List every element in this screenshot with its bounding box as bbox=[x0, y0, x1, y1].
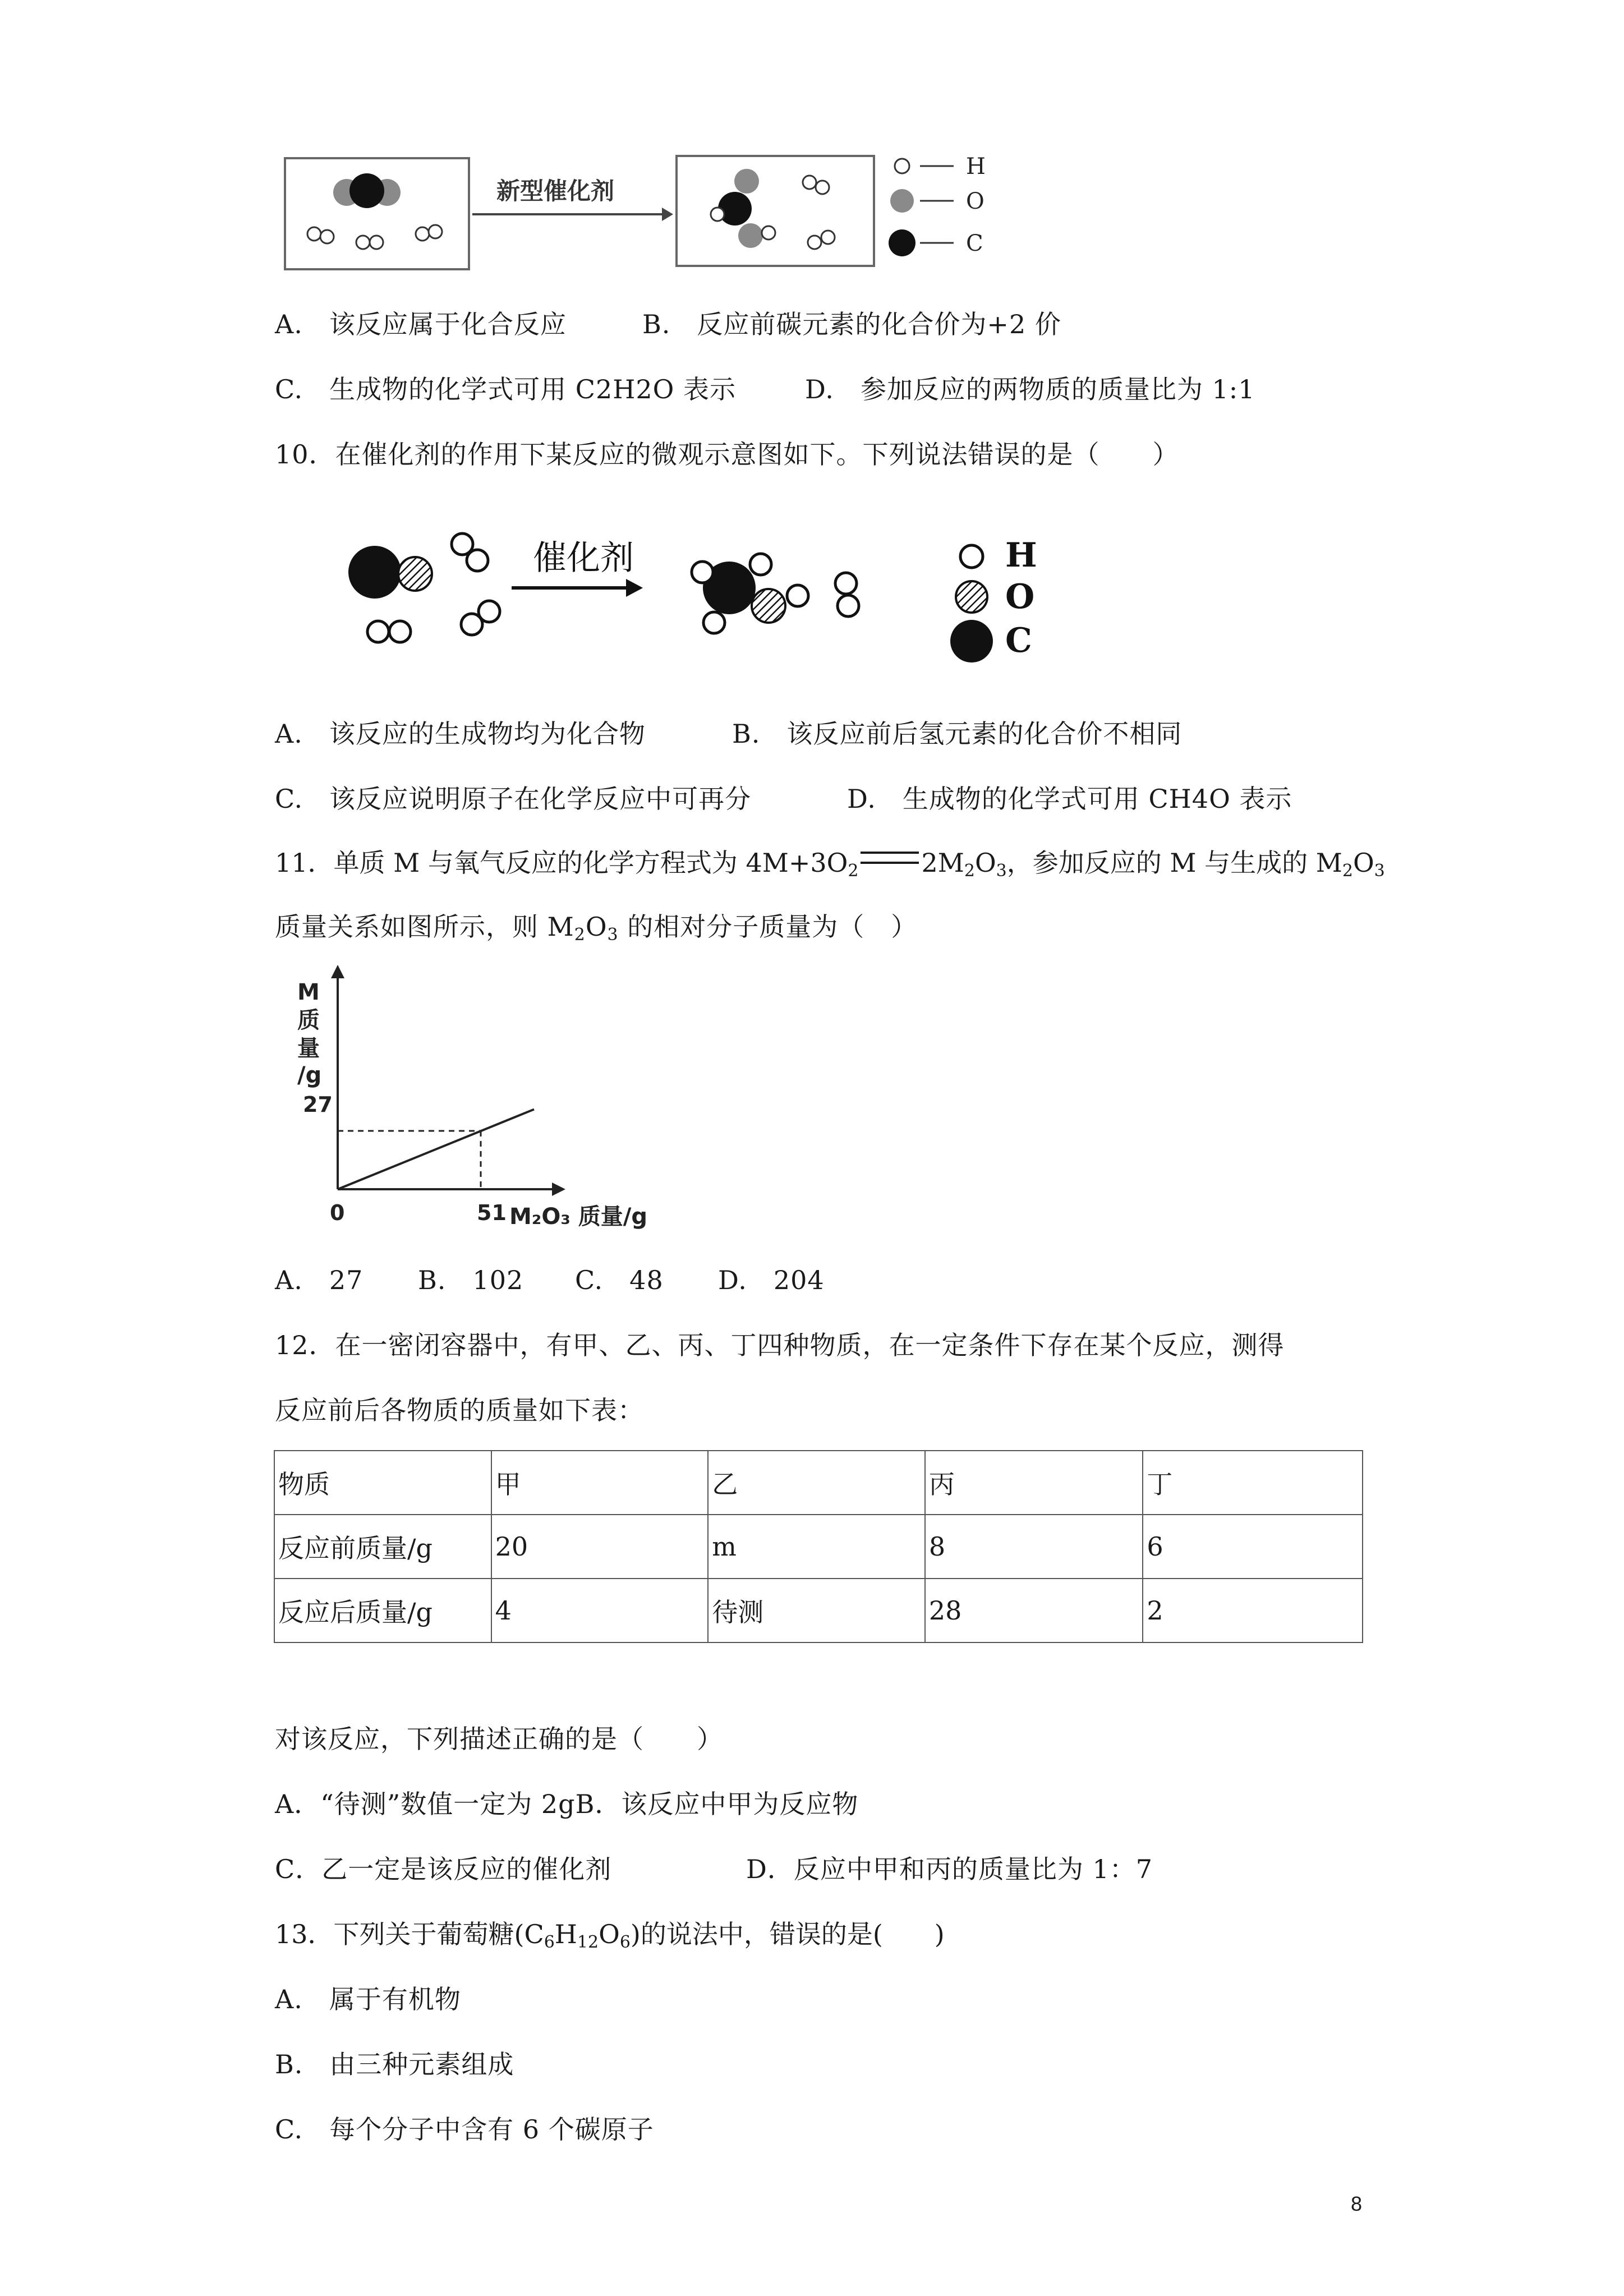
q13-option-a: A. 属于有机物 bbox=[275, 1984, 461, 2014]
data-line bbox=[338, 1110, 534, 1189]
q11-option-b: B. 102 bbox=[418, 1265, 524, 1295]
table-cell: 乙 bbox=[708, 1451, 925, 1515]
table-cell: 丙 bbox=[925, 1451, 1143, 1515]
table-cell: m bbox=[708, 1515, 925, 1579]
y-axis-label-1: M bbox=[297, 979, 320, 1005]
table-cell: 甲 bbox=[491, 1451, 709, 1515]
q11-option-a: A. 27 bbox=[275, 1265, 364, 1295]
origin-label: 0 bbox=[330, 1200, 345, 1225]
fig1-legend-o: O bbox=[966, 188, 984, 214]
table-cell: 反应前质量/g bbox=[274, 1515, 491, 1579]
table-row bbox=[274, 1451, 1363, 1515]
table-cell: 28 bbox=[925, 1579, 1143, 1642]
fig1-legend-c: C bbox=[966, 231, 983, 256]
q10-option-c: C. 该反应说明原子在化学反应中可再分 bbox=[275, 784, 752, 814]
table-cell: 物质 bbox=[274, 1451, 491, 1515]
q11-stem-line-2: 质量关系如图所示，则 $M_2O_3$ 的相对分子质量为（ ） bbox=[275, 912, 918, 945]
table-cell: 待测 bbox=[708, 1579, 925, 1642]
fig2-arrow-label: 催化剂 bbox=[533, 539, 634, 578]
q12-option-ab: A．“待测”数值一定为 2gB．该反应中甲为反应物 bbox=[275, 1789, 859, 1819]
q9-reaction-diagram bbox=[280, 146, 1043, 280]
y-tick-label: 27 bbox=[303, 1092, 333, 1117]
fig2-legend-c: C bbox=[1005, 621, 1032, 660]
table-row bbox=[274, 1579, 1363, 1642]
q9-option-b: B. 反应前碳元素的化合价为+2 价 bbox=[642, 309, 1061, 339]
q11-reaction-sign bbox=[861, 852, 919, 864]
fig2-legend-h: H bbox=[1005, 536, 1037, 575]
q10-reaction-diagram bbox=[337, 494, 1111, 684]
q11-option-c: C. 48 bbox=[575, 1265, 664, 1295]
q13-stem: 13．下列关于葡萄糖$(C_6H_{12}O_6)$的说法中，错误的是( ) bbox=[275, 1919, 945, 1952]
q10-stem: 10．在催化剂的作用下某反应的微观示意图如下。下列说法错误的是（ ） bbox=[275, 439, 1179, 470]
q10-option-a: A. 该反应的生成物均为化合物 bbox=[275, 719, 646, 749]
q12-option-d: D．反应中甲和丙的质量比为 1：7 bbox=[746, 1854, 1153, 1884]
fig2-legend-o: O bbox=[1005, 577, 1035, 616]
table-row bbox=[274, 1515, 1363, 1579]
q12-stem-line-2: 反应前后各物质的质量如下表： bbox=[275, 1395, 644, 1425]
table-cell: 2 bbox=[1143, 1579, 1363, 1642]
q11-option-d: D. 204 bbox=[718, 1265, 825, 1295]
table-cell: 反应后质量/g bbox=[274, 1579, 491, 1642]
q13-option-c: C. 每个分子中含有 6 个碳原子 bbox=[275, 2114, 654, 2145]
q12-stem-line-1: 12．在一密闭容器中，有甲、乙、丙、丁四种物质，在一定条件下存在某个反应，测得 bbox=[275, 1330, 1285, 1360]
fig1-legend-h: H bbox=[966, 154, 986, 180]
table-cell: 6 bbox=[1143, 1515, 1363, 1579]
q10-option-b: B. 该反应前后氢元素的化合价不相同 bbox=[732, 719, 1183, 749]
q12-mass-table bbox=[274, 1450, 1363, 1643]
q9-option-d: D. 参加反应的两物质的质量比为 1:1 bbox=[805, 374, 1255, 404]
fig1-arrow-label: 新型催化剂 bbox=[496, 177, 615, 205]
q13-option-b: B. 由三种元素组成 bbox=[275, 2049, 514, 2079]
y-axis-label-3: 量 bbox=[297, 1036, 320, 1061]
y-axis-label-4: /g bbox=[297, 1062, 322, 1088]
q9-option-c: C. 生成物的化学式可用 C2H2O 表示 bbox=[275, 374, 736, 404]
q11-stem-line-1: 11．单质 M 与氧气反应的化学方程式为 $4M+3O_2$ $2M_2O_3$，参加反应的 M 与生成的 $M_2O_3$ bbox=[275, 848, 1385, 881]
page-number: 8 bbox=[1351, 2192, 1363, 2215]
x-tick-label: 51 bbox=[477, 1200, 507, 1225]
x-axis-label: M₂O₃ 质量/g bbox=[509, 1204, 648, 1230]
table-cell: 20 bbox=[491, 1515, 709, 1579]
q11-mass-chart bbox=[280, 965, 684, 1234]
y-axis-label-2: 质 bbox=[297, 1007, 320, 1033]
table-cell: 4 bbox=[491, 1579, 709, 1642]
q12-question: 对该反应，下列描述正确的是（ ） bbox=[275, 1724, 723, 1754]
q9-option-a: A. 该反应属于化合反应 bbox=[275, 309, 567, 339]
table-cell: 丁 bbox=[1143, 1451, 1363, 1515]
q12-option-c: C．乙一定是该反应的催化剂 bbox=[275, 1854, 612, 1884]
q10-option-d: D. 生成物的化学式可用 CH4O 表示 bbox=[847, 784, 1292, 814]
table-cell: 8 bbox=[925, 1515, 1143, 1579]
